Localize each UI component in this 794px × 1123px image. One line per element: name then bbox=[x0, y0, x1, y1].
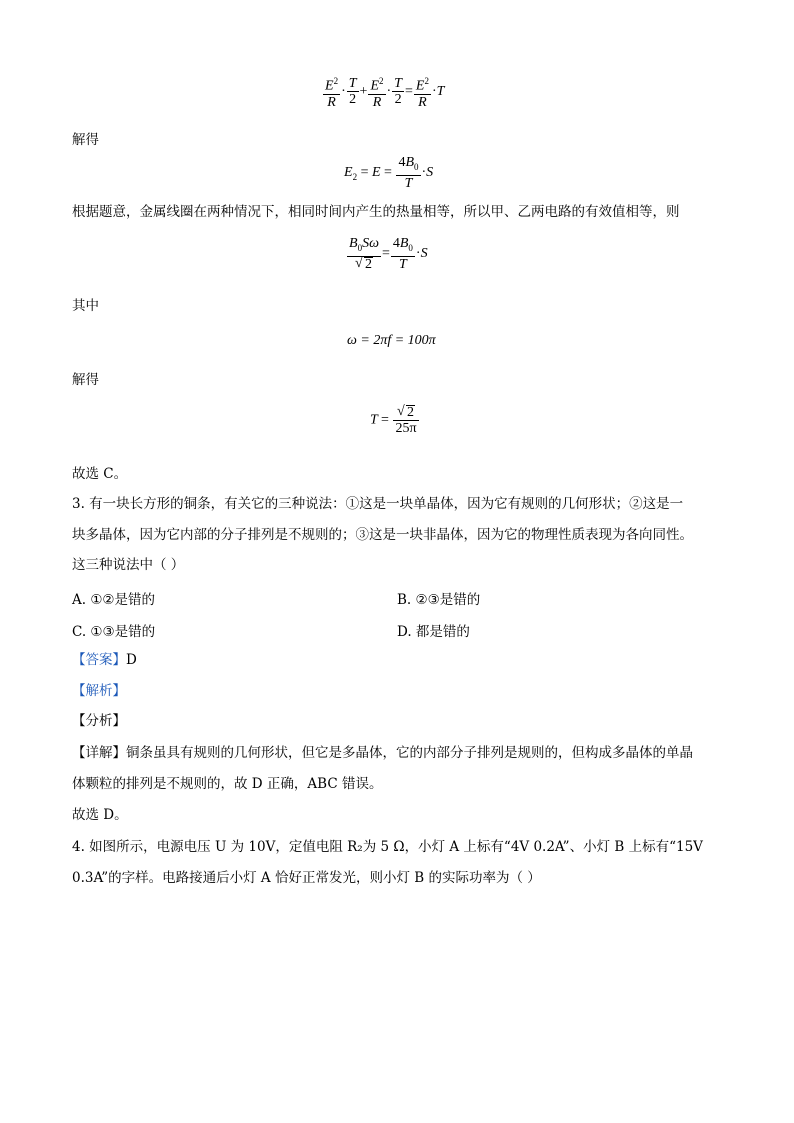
option-b: B. ②③是错的 bbox=[397, 592, 481, 608]
text-jiede-1: 解得 bbox=[72, 132, 99, 148]
question-3-line-2: 块多晶体，因为它内部的分子排列是不规则的；③这是一块非晶体，因为它的物理性质表现为各向同性。 bbox=[72, 527, 693, 543]
fraction-b0sw-over-sqrt2: $B_0S\omega$ √ 2 bbox=[347, 236, 381, 272]
question-3-line-3: 这三种说法中（ ） bbox=[72, 557, 185, 573]
question-4-line-1: 4. 如图所示，电源电压 U 为 10V，定值电阻 R₂为 5 Ω，小灯 A 上标有“4V 0.2A”、小灯 B 上标有“15V bbox=[72, 839, 703, 855]
text-genju: 根据题意，金属线圈在两种情况下，相同时间内产生的热量相等，所以甲、乙两电路的有效值相等，则 bbox=[72, 204, 680, 220]
fraction-t-over-2: $\frac{T}{2}$ bbox=[348, 76, 357, 108]
text-qizhong: 其中 bbox=[72, 298, 99, 314]
equation-period: T = √ $\frac{2}{25\pi}$ bbox=[370, 405, 420, 436]
answer-line bbox=[72, 651, 137, 669]
fraction-sqrt2-over-25pi: √ $\frac{2}{25\pi}$ bbox=[393, 405, 418, 436]
question-3-line-1: 3. 有一块长方形的铜条，有关它的三种说法：①这是一块单晶体，因为它有规则的几何形状；②这是一 bbox=[72, 496, 684, 512]
explanation-line-2: 体颗粒的排列是不规则的，故 D 正确，ABC 错误。 bbox=[72, 776, 383, 792]
option-a: A. ①②是错的 bbox=[72, 592, 156, 608]
option-d: D. 都是错的 bbox=[397, 624, 470, 640]
equation-heat-balance: $\frac{E^2}{R}$ · $\frac{T}{2}$ + $\frac{E^2}{R}$ · $\frac{T}{2}$ = $\frac{E^2}{R}$ ·T bbox=[325, 76, 445, 110]
option-c: C. ①③是错的 bbox=[72, 624, 156, 640]
fraction-4b0-over-t: $\frac{4B_0}{T}$ bbox=[398, 155, 419, 191]
text-guxuan-d: 故选 D。 bbox=[72, 807, 128, 823]
answer-tag: 【答案】 bbox=[72, 652, 126, 668]
answer-value: D bbox=[126, 652, 137, 668]
fenxi-tag: 【分析】 bbox=[72, 713, 126, 729]
question-4-line-2: 0.3A”的字样。电路接通后小灯 A 恰好正常发光，则小灯 B 的实际功率为（ ） bbox=[72, 870, 541, 886]
fraction-4b0-over-t-2: $\frac{4B_0}{T}$ bbox=[392, 236, 413, 272]
text-guxuan-c: 故选 C。 bbox=[72, 466, 128, 482]
fraction-e2-over-r: $\frac{E^2}{R}$ bbox=[325, 76, 339, 110]
equation-effective-value: $B_0S\omega$ √ 2 = $\frac{4B_0}{T}$ ·S bbox=[346, 236, 428, 272]
explanation-text: 铜条虽具有规则的几何形状，但它是多晶体，它的内部分子排列是规则的，但构成多晶体的单晶 bbox=[126, 745, 693, 761]
explanation-tag: 【详解】 bbox=[72, 745, 126, 761]
equation-e2: $E_2 = E$ = $\frac{4B_0}{T}$ ·S bbox=[344, 155, 434, 191]
equation-omega: ω = 2πf = 100π bbox=[347, 333, 436, 348]
explanation-line-1 bbox=[72, 744, 693, 762]
fraction-e22-over-r: $\frac{E^2}{R}$ bbox=[415, 76, 429, 110]
analysis-tag: 【解析】 bbox=[72, 683, 126, 699]
fraction-e2-over-r-2: $\frac{E^2}{R}$ bbox=[370, 76, 384, 110]
text-jiede-2: 解得 bbox=[72, 372, 99, 388]
fraction-t-over-2-b: $\frac{T}{2}$ bbox=[394, 76, 402, 108]
